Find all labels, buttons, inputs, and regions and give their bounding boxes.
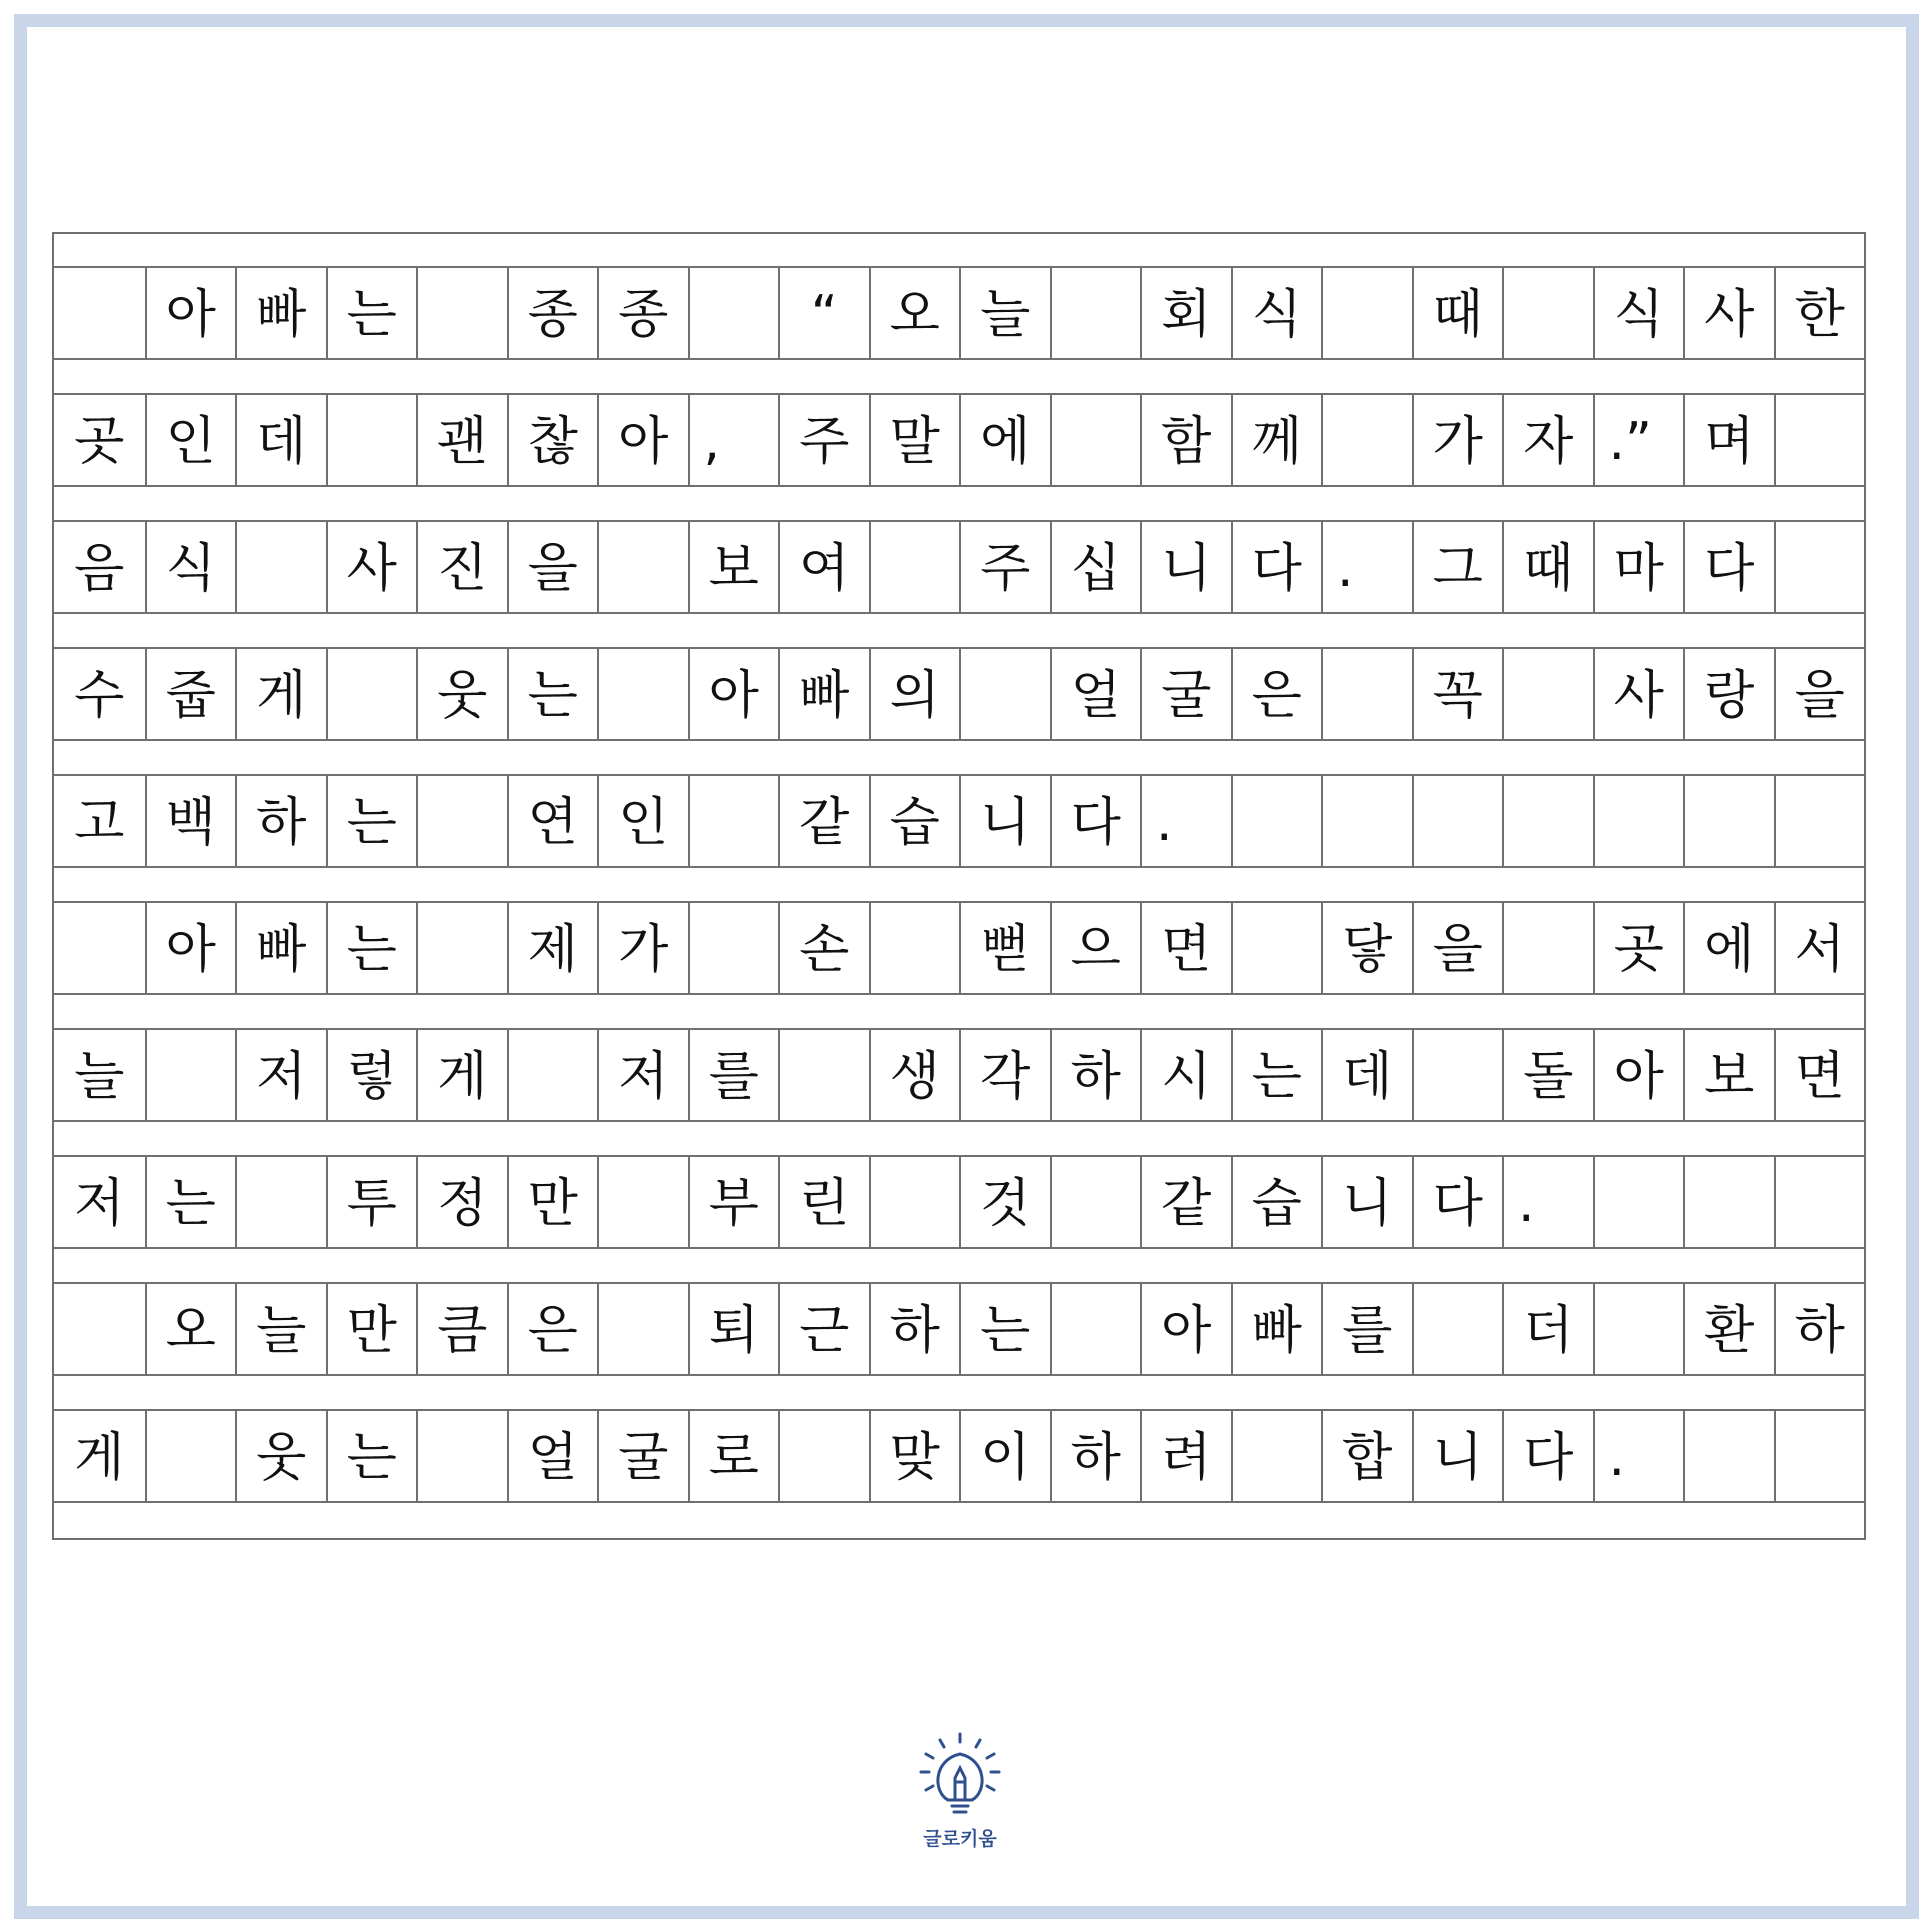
manuscript-cell: 시 [1140,1030,1231,1120]
manuscript-cell: 곳 [74,412,125,472]
manuscript-cell: . [1502,1157,1593,1247]
manuscript-cell: 아 [145,903,236,993]
manuscript-cell: 회 [1140,268,1231,358]
lightbulb-pencil-icon [915,1730,1005,1820]
manuscript-cell: 여 [778,522,869,612]
manuscript-cell: 제 [507,903,598,993]
gutter-strip [54,487,1864,522]
manuscript-cell: 웃 [235,1411,326,1501]
manuscript-cell [1050,268,1141,358]
manuscript-cell [507,1030,598,1120]
manuscript-cell: 아 [145,268,236,358]
manuscript-cell: 웃 [416,649,507,739]
manuscript-cell: 손 [778,903,869,993]
manuscript-cell: , [688,395,779,485]
manuscript-row [54,1030,1864,1122]
manuscript-cell: 굴 [597,1411,688,1501]
manuscript-cell: 사 [1593,649,1684,739]
manuscript-cell: 께 [1231,395,1322,485]
manuscript-cell: 의 [869,649,960,739]
gutter-strip [54,234,1864,268]
manuscript-cell: 는 [326,268,417,358]
manuscript-cell: 돌 [1502,1030,1593,1120]
manuscript-cell: 습 [869,776,960,866]
brand-logo [912,1730,1008,1870]
manuscript-cell: 니 [1412,1411,1503,1501]
manuscript-cell: 뻗 [959,903,1050,993]
manuscript-cell: 린 [778,1157,869,1247]
manuscript-cell: 다 [1412,1157,1503,1247]
manuscript-cell [145,1411,236,1501]
gutter-strip [54,1249,1864,1284]
manuscript-cell: 을 [1412,903,1503,993]
manuscript-cell: 려 [1140,1411,1231,1501]
manuscript-cell: . [1140,776,1231,866]
manuscript-cell [1231,1411,1322,1501]
manuscript-cell: 환 [1683,1284,1774,1374]
manuscript-cell: 보 [1683,1030,1774,1120]
manuscript-cell: 마 [1593,522,1684,612]
manuscript-cell [1502,649,1593,739]
manuscript-cell: 서 [1774,903,1865,993]
manuscript-cell [145,1030,236,1120]
manuscript-cell [778,1030,869,1120]
manuscript-cell: 만 [326,1284,417,1374]
manuscript-cell [416,268,507,358]
gutter-strip [54,741,1864,776]
manuscript-cell: 주 [959,522,1050,612]
manuscript-cell [1774,1157,1865,1247]
gutter-strip [54,360,1864,395]
manuscript-cell: 을 [1774,649,1865,739]
manuscript-cell [235,522,326,612]
manuscript-cell: 그 [1412,522,1503,612]
manuscript-cell [688,776,779,866]
manuscript-cell: 는 [507,649,598,739]
manuscript-cell: 꼭 [1412,649,1503,739]
manuscript-cell: 을 [507,522,598,612]
manuscript-cell [597,1284,688,1374]
manuscript-cell [778,1411,869,1501]
manuscript-cell: 빠 [235,268,326,358]
manuscript-cell: 니 [959,776,1050,866]
manuscript-cell [1502,268,1593,358]
manuscript-cell [1050,1284,1141,1374]
manuscript-cell: 하 [1050,1030,1141,1120]
manuscript-cell: “ [778,268,869,358]
manuscript-cell: 투 [326,1157,417,1247]
manuscript-cell: 퇴 [688,1284,779,1374]
manuscript-cell [1593,1157,1684,1247]
manuscript-cell: 랑 [1683,649,1774,739]
manuscript-cell [1412,1284,1503,1374]
manuscript-cell [326,649,417,739]
manuscript-cell: 식 [1231,268,1322,358]
manuscript-cell: 하 [235,776,326,866]
manuscript-cell [1683,1411,1774,1501]
manuscript-cell: 오 [145,1284,236,1374]
manuscript-row [54,1157,1864,1249]
gutter-strip [54,868,1864,903]
manuscript-cell [1774,522,1865,612]
manuscript-cell: 얼 [1050,649,1141,739]
manuscript-cell: . [1321,522,1412,612]
gutter-strip [54,614,1864,649]
manuscript-cell [235,1157,326,1247]
manuscript-cell: 각 [959,1030,1050,1120]
manuscript-cell [1412,1030,1503,1120]
manuscript-cell: 는 [326,903,417,993]
manuscript-cell: 맞 [869,1411,960,1501]
manuscript-cell: 굴 [1140,649,1231,739]
manuscript-cell: 생 [869,1030,960,1120]
manuscript-cell: 게 [416,1030,507,1120]
manuscript-cell: 에 [959,395,1050,485]
manuscript-cell: 가 [1412,395,1503,485]
manuscript-cell: 이 [959,1411,1050,1501]
manuscript-cell [54,1284,145,1374]
manuscript-cell: 근 [778,1284,869,1374]
manuscript-row [54,903,1864,995]
manuscript-cell: .” [1593,395,1684,485]
manuscript-cell [869,903,960,993]
manuscript-cell [1321,268,1412,358]
manuscript-cell: 백 [145,776,236,866]
manuscript-cell [869,522,960,612]
manuscript-cell: 습 [1231,1157,1322,1247]
manuscript-cell: 자 [1502,395,1593,485]
manuscript-cell: 를 [688,1030,779,1120]
manuscript-cell: 부 [688,1157,779,1247]
manuscript-cell: 는 [326,1411,417,1501]
manuscript-cell: 은 [1231,649,1322,739]
manuscript-cell: 는 [326,776,417,866]
manuscript-cell: 는 [145,1157,236,1247]
manuscript-cell: 하 [869,1284,960,1374]
manuscript-cell: 다 [1683,522,1774,612]
manuscript-cell [416,776,507,866]
manuscript-cell: . [1593,1411,1684,1501]
manuscript-cell [597,522,688,612]
manuscript-cell: 면 [1140,903,1231,993]
manuscript-cell: 십 [1050,522,1141,612]
manuscript-sheet [52,232,1866,1540]
manuscript-cell: 줍 [145,649,236,739]
manuscript-cell: 식 [145,522,236,612]
manuscript-cell: 연 [507,776,598,866]
manuscript-cell [1321,776,1412,866]
manuscript-cell [1231,903,1322,993]
manuscript-cell [54,268,145,358]
gutter-strip [54,1376,1864,1411]
manuscript-cell: 으 [1050,903,1141,993]
manuscript-cell: 게 [74,1428,125,1488]
manuscript-cell: 니 [1140,522,1231,612]
manuscript-cell: 며 [1683,395,1774,485]
manuscript-cell: 오 [869,268,960,358]
manuscript-cell [1502,903,1593,993]
manuscript-row [54,1284,1864,1376]
manuscript-cell: 진 [416,522,507,612]
manuscript-cell [1412,776,1503,866]
manuscript-cell [1321,395,1412,485]
manuscript-cell [597,1157,688,1247]
manuscript-cell: 빠 [778,649,869,739]
manuscript-cell: 말 [869,395,960,485]
manuscript-cell: 한 [1774,268,1865,358]
manuscript-cell: 는 [959,1284,1050,1374]
manuscript-cell: 를 [1321,1284,1412,1374]
gutter-strip [54,1122,1864,1157]
manuscript-cell: 빠 [235,903,326,993]
manuscript-cell: 곳 [1593,903,1684,993]
manuscript-cell: 늘 [235,1284,326,1374]
manuscript-row [54,522,1864,614]
manuscript-cell: 에 [1683,903,1774,993]
manuscript-cell: 얼 [507,1411,598,1501]
manuscript-row [54,395,1864,487]
manuscript-cell: 때 [1502,522,1593,612]
manuscript-row [54,776,1864,868]
manuscript-cell: 더 [1502,1284,1593,1374]
manuscript-cell: 늘 [74,1047,125,1107]
manuscript-cell: 것 [959,1157,1050,1247]
manuscript-cell [416,1411,507,1501]
manuscript-cell: 보 [688,522,779,612]
manuscript-cell: 괜 [416,395,507,485]
manuscript-cell: 저 [597,1030,688,1120]
manuscript-cell: 사 [326,522,417,612]
manuscript-cell [54,903,145,993]
brand-logo-text: 글로키움 [923,1828,997,1850]
manuscript-cell [1050,395,1141,485]
manuscript-cell [1321,649,1412,739]
manuscript-cell [688,903,779,993]
manuscript-cell [416,903,507,993]
manuscript-cell: 만 [507,1157,598,1247]
manuscript-cell: 아 [688,649,779,739]
manuscript-cell: 아 [1593,1030,1684,1120]
manuscript-cell: 렇 [326,1030,417,1120]
manuscript-cell: 종 [597,268,688,358]
manuscript-cell: 은 [507,1284,598,1374]
manuscript-cell: 다 [1050,776,1141,866]
manuscript-cell [1231,776,1322,866]
manuscript-cell [1774,776,1865,866]
manuscript-cell: 빠 [1231,1284,1322,1374]
manuscript-cell: 니 [1321,1157,1412,1247]
manuscript-cell: 찮 [507,395,598,485]
manuscript-cell: 함 [1140,395,1231,485]
manuscript-cell: 닿 [1321,903,1412,993]
manuscript-cell: 아 [597,395,688,485]
manuscript-cell [326,395,417,485]
manuscript-cell [869,1157,960,1247]
manuscript-cell: 저 [74,1174,125,1234]
manuscript-cell [688,268,779,358]
manuscript-cell: 정 [416,1157,507,1247]
gutter-strip [54,995,1864,1030]
manuscript-cell: 때 [1412,268,1503,358]
manuscript-cell: 다 [1502,1411,1593,1501]
manuscript-cell: 음 [74,539,125,599]
manuscript-cell: 종 [507,268,598,358]
manuscript-cell [1774,395,1865,485]
manuscript-cell [597,649,688,739]
manuscript-cell [1774,1411,1865,1501]
manuscript-cell: 로 [688,1411,779,1501]
manuscript-cell [1593,1284,1684,1374]
manuscript-cell: 다 [1231,522,1322,612]
manuscript-cell: 하 [1050,1411,1141,1501]
manuscript-cell: 주 [778,395,869,485]
manuscript-cell: 늘 [959,268,1050,358]
manuscript-cell: 데 [1321,1030,1412,1120]
manuscript-cell: 같 [1140,1157,1231,1247]
manuscript-cell [959,649,1050,739]
manuscript-row [54,649,1864,741]
manuscript-cell: 데 [235,395,326,485]
manuscript-cell: 사 [1683,268,1774,358]
manuscript-cell: 큼 [416,1284,507,1374]
manuscript-cell [1593,776,1684,866]
manuscript-row [54,1411,1864,1503]
manuscript-cell [1683,776,1774,866]
manuscript-cell: 식 [1593,268,1684,358]
manuscript-cell: 하 [1774,1284,1865,1374]
manuscript-cell: 저 [235,1030,326,1120]
manuscript-cell: 수 [74,666,125,726]
manuscript-cell: 고 [74,793,125,853]
manuscript-cell: 인 [597,776,688,866]
manuscript-cell: 가 [597,903,688,993]
manuscript-cell: 아 [1140,1284,1231,1374]
manuscript-cell: 같 [778,776,869,866]
manuscript-cell [1502,776,1593,866]
manuscript-cell [1683,1157,1774,1247]
manuscript-cell [1050,1157,1141,1247]
manuscript-cell: 게 [235,649,326,739]
manuscript-cell: 인 [145,395,236,485]
manuscript-cell: 합 [1321,1411,1412,1501]
manuscript-cell: 는 [1231,1030,1322,1120]
manuscript-row [54,268,1864,360]
manuscript-cell: 면 [1774,1030,1865,1120]
